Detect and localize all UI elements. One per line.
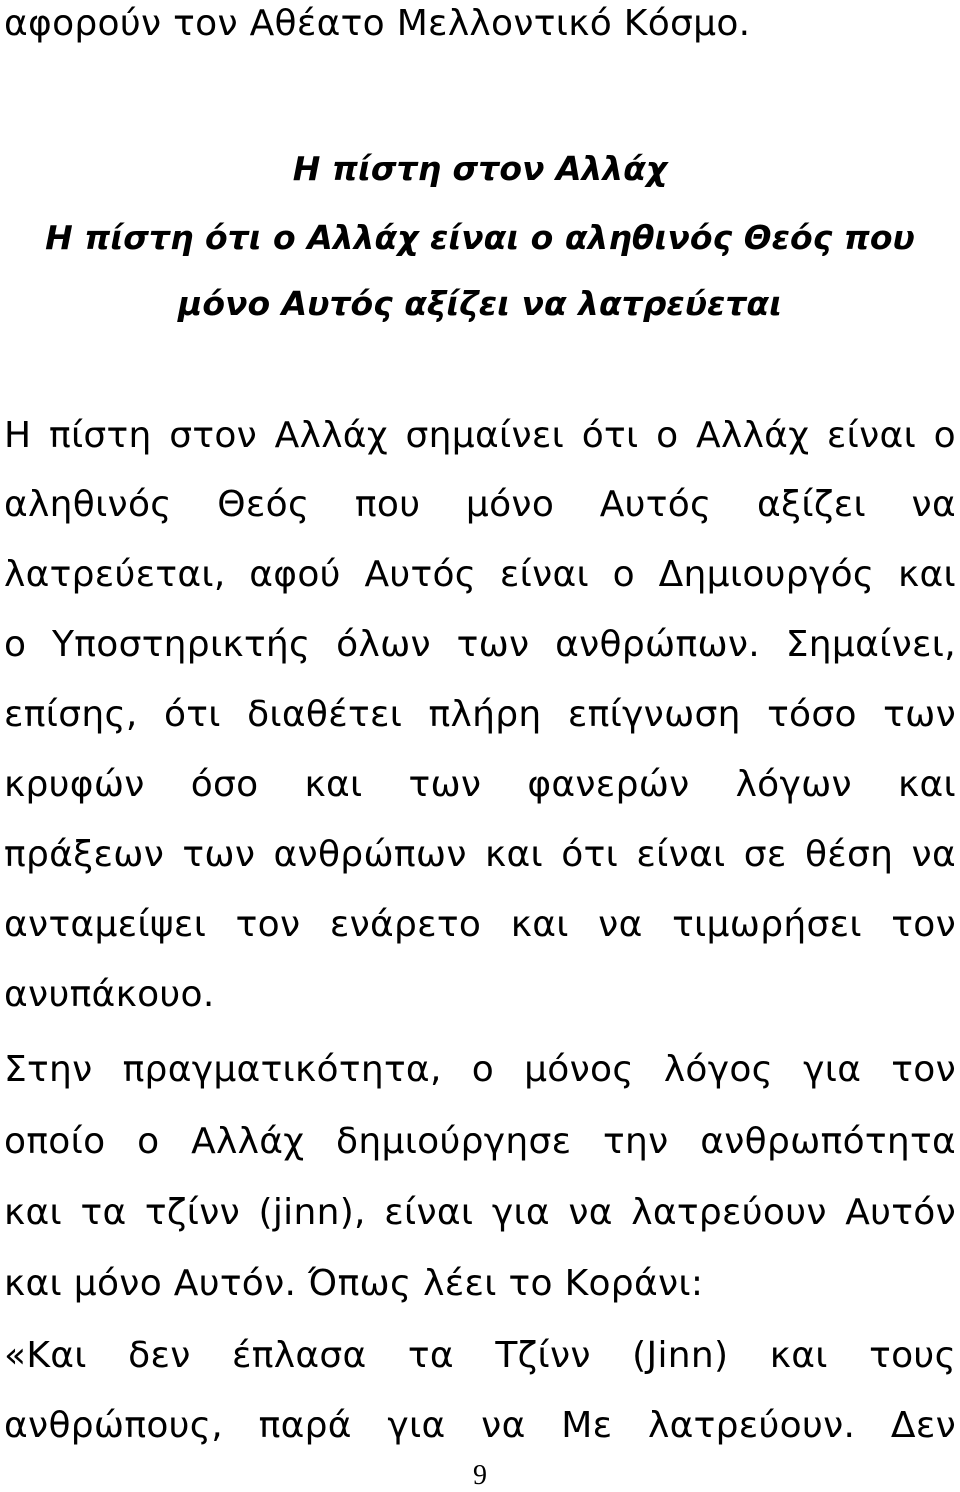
paragraph-line: και μόνο Αυτόν. Όπως λέει το Κοράνι:	[4, 1263, 704, 1304]
paragraph-line: ανθρώπους, παρά για να Με λατρεύουν. Δεν	[4, 1405, 956, 1446]
paragraph-line: κρυφών όσο και των φανερών λόγων και	[4, 764, 956, 805]
intro-line: αφορούν τον Αθέατο Μελλοντικό Κόσμο.	[4, 3, 751, 44]
paragraph-line: και τα τζίνν (jinn), είναι για να λατρεύουν Αυτόν	[4, 1192, 956, 1233]
section-title: Η πίστη στον Αλλάχ	[292, 149, 668, 188]
section-subtitle-line-2: μόνο Αυτός αξίζει να λατρεύεται	[178, 284, 782, 323]
paragraph-line: οποίο ο Αλλάχ δημιούργησε την ανθρωπότητα	[4, 1121, 956, 1162]
paragraph-line: αληθινός Θεός που μόνο Αυτός αξίζει να	[4, 484, 956, 525]
section-subtitle-line-1: Η πίστη ότι ο Αλλάχ είναι ο αληθινός Θεός που	[45, 218, 915, 257]
paragraph-line: λατρεύεται, αφού Αυτός είναι ο Δημιουργός και	[4, 554, 956, 595]
paragraph-line: Στην πραγματικότητα, ο μόνος λόγος για τον	[4, 1049, 956, 1090]
paragraph-line: «Και δεν έπλασα τα Τζίνν (Jinn) και τους	[4, 1335, 956, 1376]
paragraph-line: Η πίστη στον Αλλάχ σημαίνει ότι ο Αλλάχ είναι ο	[4, 415, 956, 456]
paragraph-line: ανταμείψει τον ενάρετο και να τιμωρήσει τον	[4, 904, 956, 945]
paragraph-line: πράξεων των ανθρώπων και ότι είναι σε θέση να	[4, 834, 956, 875]
paragraph-line: ο Υποστηρικτής όλων των ανθρώπων. Σημαίνει,	[4, 624, 956, 665]
page-number: 9	[473, 1460, 487, 1491]
paragraph-line: επίσης, ότι διαθέτει πλήρη επίγνωση τόσο των	[4, 694, 956, 735]
paragraph-line: ανυπάκουο.	[4, 974, 215, 1015]
